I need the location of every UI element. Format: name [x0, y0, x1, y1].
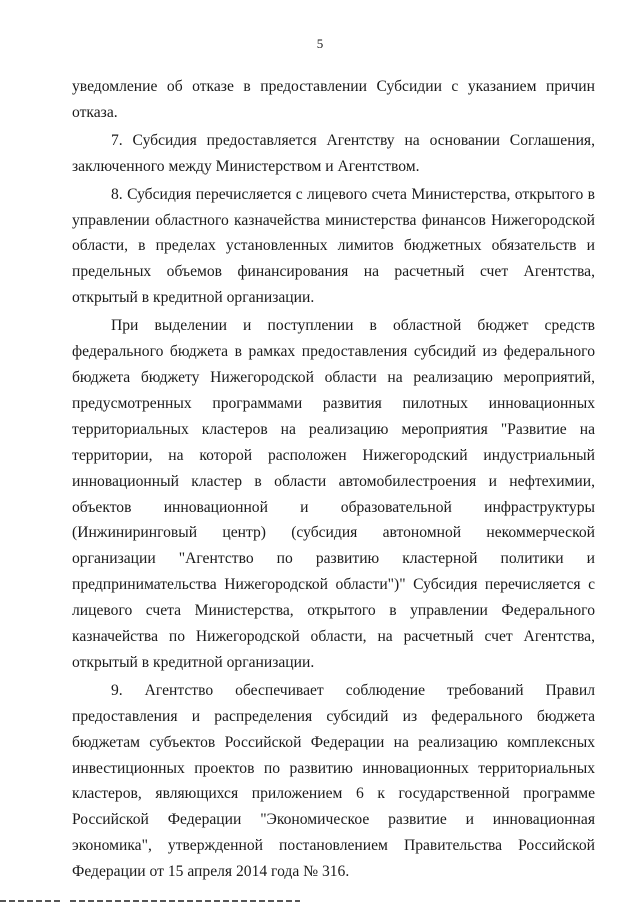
document-body: [72, 74, 595, 885]
paragraph-federal-funds: При выделении и поступлении в областной бюджет средств федерального бюджета в рамках предоставления субсидий из федерального бюджета бюджету Нижегородской области на реализацию мероприятий, предусмотренных программами развития пилотных инновационных территориальных кластеров на реализацию мероприятия "Развитие на территории, на которой расположен Нижегородский индустриальный инновационный кластер в области автомобилестроения и нефтехимии, объектов инновационной и образовательной инфраструктуры (Инжиниринговый центр) (субсидия автономной некоммерческой организации "Агентство по развитию кластерной политики и предпринимательства Нижегородской области")" Субсидия перечисляется с лицевого счета Министерства, открытого в управлении Федерального казначейства по Нижегородской области, на расчетный счет Агентства, открытый в кредитной организации.: [72, 317, 595, 671]
page-number: 5: [316, 36, 324, 51]
paragraph-7-subsidy-basis: 7. Субсидия предоставляется Агентству на основании Соглашения, заключенного между Министерством и Агентством.: [72, 131, 595, 175]
paragraph-8-subsidy-transfer: 8. Субсидия перечисляется с лицевого счета Министерства, открытого в управлении областного казначейства министерства финансов Нижегородской области, в пределах установленных лимитов бюджетных обязательств и предельных объемов финансирования на расчетный счет Агентства, открытый в кредитной организации.: [72, 185, 595, 307]
scan-artifact-line: [0, 897, 640, 905]
paragraph-refusal-notice: уведомление об отказе в предоставлении Субсидии с указанием причин отказа.: [72, 78, 595, 121]
paragraph-9-compliance: 9. Агентство обеспечивает соблюдение требований Правил предоставления и распределения субсидий из федерального бюджета бюджетам субъектов Российской Федерации на реализацию комплексных инвестиционных проектов по развитию инновационных территориальных кластеров, являющихся приложением 6 к государственной программе Российской Федерации "Экономическое развитие и инновационная экономика", утвержденной постановлением Правительства Российской Федерации от 15 апреля 2014 года № 316.: [72, 681, 595, 881]
